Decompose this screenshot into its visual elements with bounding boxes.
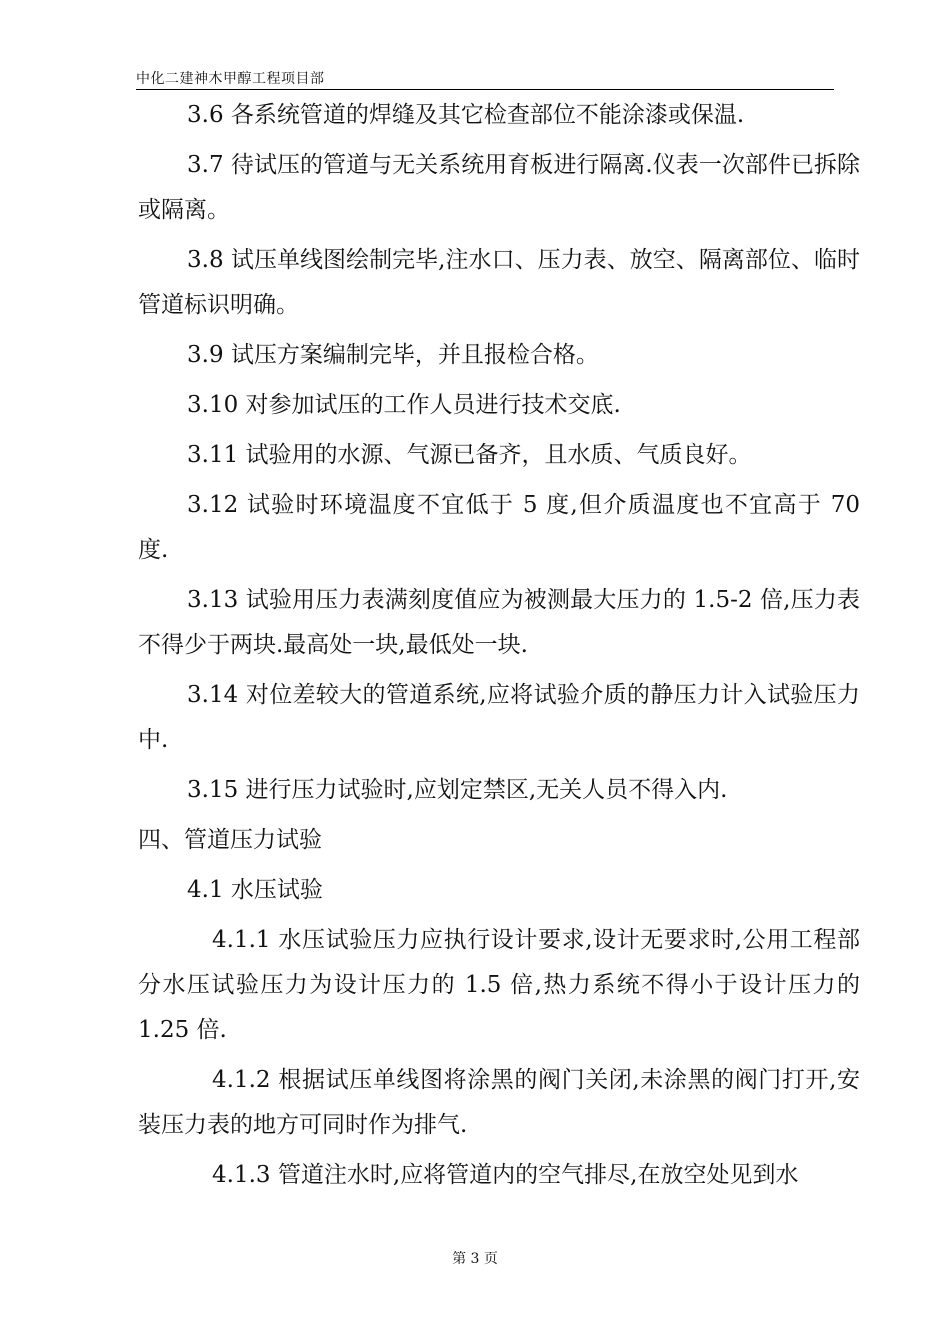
page-number: 第 3 页 <box>452 1251 498 1267</box>
paragraph-3-7: 3.7 待试压的管道与无关系统用育板进行隔离.仪表一次部件已拆除或隔离。 <box>138 152 860 223</box>
paragraph-3-15: 3.15 进行压力试验时,应划定禁区,无关人员不得入内. <box>187 777 728 803</box>
section-heading-4: 四、管道压力试验 <box>138 827 322 853</box>
paragraph-4-1-1: 4.1.1 水压试验压力应执行设计要求,设计无要求时,公用工程部分水压试验压力为设计压力的 1.5 倍,热力系统不得小于设计压力的 1.25 倍. <box>138 927 860 1043</box>
paragraph-3-10: 3.10 对参加试压的工作人员进行技术交底. <box>187 392 621 418</box>
paragraph-3-6: 3.6 各系统管道的焊缝及其它检查部位不能涂漆或保温. <box>187 102 745 128</box>
paragraph-4-1-3: 4.1.3 管道注水时,应将管道内的空气排尽,在放空处见到水 <box>212 1162 799 1188</box>
paragraph-3-12: 3.12 试验时环境温度不宜低于 5 度,但介质温度也不宜高于 70 度. <box>138 492 860 563</box>
subsection-heading-4-1: 4.1 水压试验 <box>187 877 323 903</box>
paragraph-3-9: 3.9 试压方案编制完毕，并且报检合格。 <box>187 342 599 368</box>
paragraph-3-13: 3.13 试验用压力表满刻度值应为被测最大压力的 1.5-2 倍,压力表不得少于两块.最高处一块,最低处一块. <box>138 587 860 658</box>
header-rule <box>136 89 834 90</box>
paragraph-4-1-2: 4.1.2 根据试压单线图将涂黑的阀门关闭,未涂黑的阀门打开,安装压力表的地方可同时作为排气. <box>138 1067 860 1138</box>
paragraph-3-14: 3.14 对位差较大的管道系统,应将试验介质的静压力计入试验压力中. <box>138 682 860 753</box>
document-body <box>138 93 860 1203</box>
paragraph-3-11: 3.11 试验用的水源、气源已备齐，且水质、气质良好。 <box>187 442 752 468</box>
page-header: 中化二建神木甲醇工程项目部 <box>136 71 325 87</box>
paragraph-3-8: 3.8 试压单线图绘制完毕,注水口、压力表、放空、隔离部位、临时管道标识明确。 <box>138 247 860 318</box>
